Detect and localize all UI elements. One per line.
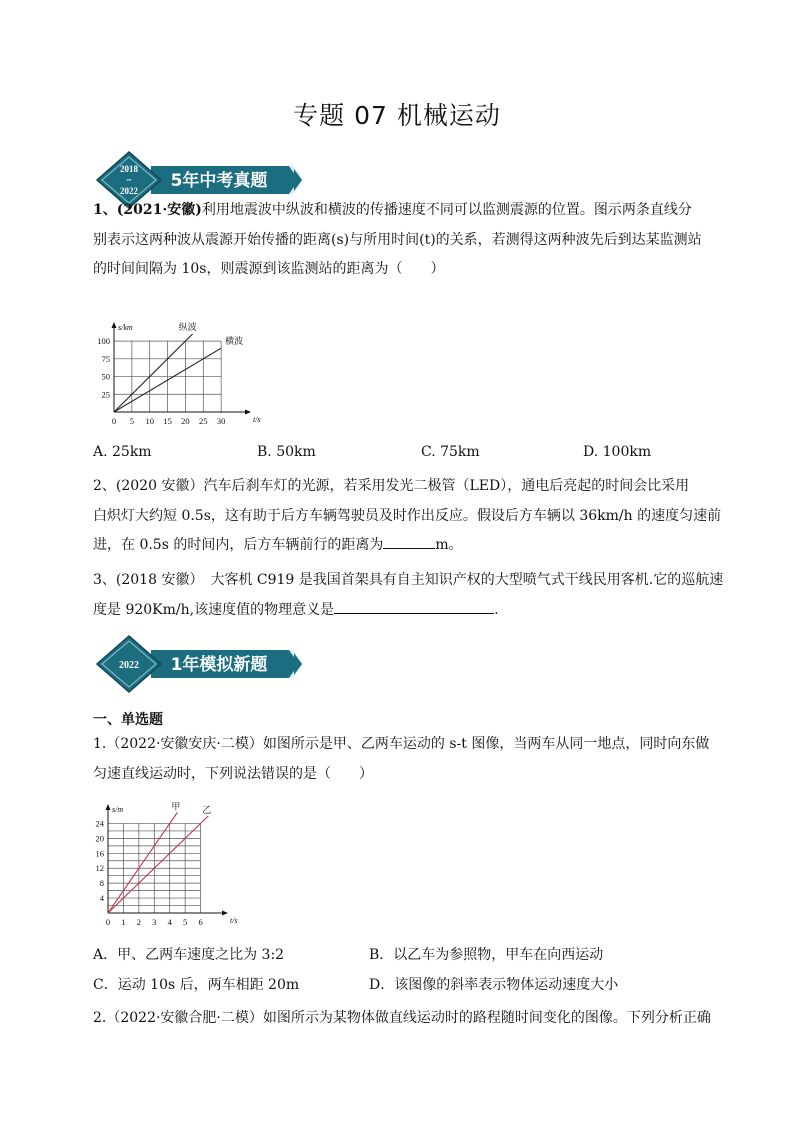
q2-line3: 进，在 0.5s 的时间内，后方车辆前行的距离为: [93, 537, 384, 553]
q2-line1: 2、(2020 安徽）汽车后刹车灯的光源，若采用发光二极管（LED），通电后亮起的时间会比采用: [93, 478, 690, 494]
m2-line1: 2.（2022·安徽合肥·二模）如图所示为某物体做直线运动时的路程随时间变化的图像。下列分析正确: [93, 1010, 711, 1026]
y-tick-label: 16: [95, 848, 104, 859]
q1-line1: 利用地震波中纵波和横波的传播速度不同可以监测震源的位置。图示两条直线分: [201, 202, 692, 218]
m1-option-a: A．甲、乙两车速度之比为 3:2: [93, 947, 285, 963]
q1-option-c: C. 75km: [421, 444, 480, 460]
page-title: 专题 07 机械运动: [293, 101, 501, 130]
q1-line3: 的时间间隔为 10s，则震源到该监测站的距离为（ ）: [93, 261, 445, 277]
x-tick-label: 5: [183, 917, 188, 927]
m1-line2: 匀速直线运动时，下列说法错误的是（ ）: [93, 765, 373, 782]
x-axis-arrow: [222, 911, 228, 916]
x-tick-label: 0: [111, 416, 117, 426]
y-tick-label: 24: [95, 818, 104, 829]
q1-line2: 别表示这两种波从震源开始传播的距离(s)与所用时间(t)的关系，若测得这两种波先后到达某监测站: [93, 231, 702, 248]
banner2-year: 2022: [119, 660, 139, 671]
x-tick-label: 10: [145, 416, 154, 426]
q2-unit: m。: [435, 537, 463, 553]
mock-question-2: [93, 1004, 711, 1034]
series-label-2: 横波: [225, 337, 244, 348]
q1-option-b: B. 50km: [257, 444, 316, 460]
m1-option-d: D．该图像的斜率表示物体运动速度大小: [369, 977, 619, 993]
x-axis-label: t/s: [230, 916, 238, 925]
x-tick-label: 3: [152, 917, 157, 927]
q3-answer-blank[interactable]: [334, 599, 494, 614]
banner1-years-top: 2018: [120, 164, 138, 174]
question-1: [93, 196, 705, 285]
x-tick-label: 30: [216, 416, 226, 426]
banner1-years-bottom: 2022: [120, 186, 138, 196]
banner1-years-mid: ~: [126, 175, 132, 185]
m1-option-c: C．运动 10s 后，两车相距 20m: [93, 977, 300, 993]
question-2: [93, 472, 722, 561]
x-tick-label: 25: [199, 416, 208, 426]
q2-line2: 白炽灯大约短 0.5s，这有助于后方车辆驾驶员及时作出反应。假设后方车辆以 36km/h 的速度匀速前: [93, 507, 722, 524]
x-axis-label: t/s: [253, 415, 261, 424]
y-axis-label: s/m: [112, 805, 124, 814]
series-label-2: 乙: [202, 806, 212, 816]
banner1-label: 5年中考真题: [170, 171, 268, 191]
y-tick-label: 50: [101, 371, 110, 382]
chart-two-cars-st: [92, 800, 238, 930]
y-tick-label: 8: [99, 878, 104, 889]
mock-question-1: [93, 730, 710, 789]
x-tick-label: 1: [121, 917, 126, 927]
y-tick-label: 4: [99, 893, 104, 904]
y-axis-label: s/km: [118, 323, 133, 332]
series-label-1: 纵波: [178, 323, 197, 333]
banner-1yr-mock: [93, 634, 305, 694]
y-tick-label: 75: [101, 353, 110, 364]
chart-seismic-waves: [92, 316, 262, 434]
q3-line2: 度是 920Km/h,该速度值的物理意义是: [93, 601, 335, 618]
x-tick-label: 6: [198, 917, 203, 927]
x-tick-label: 2: [136, 917, 141, 927]
m1-line1: 1.（2022·安徽安庆·二模）如图所示是甲、乙两车运动的 s-t 图像，当两车从同一地点，同时向东做: [93, 736, 710, 752]
banner2-label: 1年模拟新题: [170, 655, 268, 675]
y-tick-label: 20: [95, 833, 104, 844]
question-3: [93, 566, 724, 625]
q2-answer-blank[interactable]: [383, 534, 435, 549]
x-tick-label: 15: [163, 416, 172, 426]
q3-line1: 3、(2018 安徽） 大客机 C919 是我国首架具有自主知识产权的大型喷气式干线民用客机.它的巡航速: [93, 572, 724, 588]
y-tick-label: 12: [95, 863, 104, 874]
x-tick-label: 5: [129, 416, 134, 426]
m1-option-b: B．以乙车为参照物，甲车在向西运动: [369, 947, 604, 963]
x-tick-label: 0: [105, 917, 111, 927]
series-label-1: 甲: [171, 802, 181, 813]
x-tick-label: 4: [167, 917, 172, 927]
y-axis-arrow: [112, 322, 117, 328]
q1-option-d: D. 100km: [583, 444, 652, 460]
y-tick-label: 25: [101, 389, 110, 400]
q3-end: .: [494, 601, 499, 618]
y-axis-arrow: [106, 804, 111, 810]
series-line-2: [108, 816, 208, 913]
y-tick-label: 100: [97, 336, 110, 347]
x-axis-arrow: [245, 410, 251, 415]
series-line-1: [114, 334, 193, 412]
q1-option-a: A. 25km: [93, 444, 152, 460]
q1-source: 1、(2021·安徽): [93, 202, 202, 218]
section-single-choice: 一、单选题: [93, 712, 163, 728]
x-tick-label: 20: [181, 416, 190, 426]
